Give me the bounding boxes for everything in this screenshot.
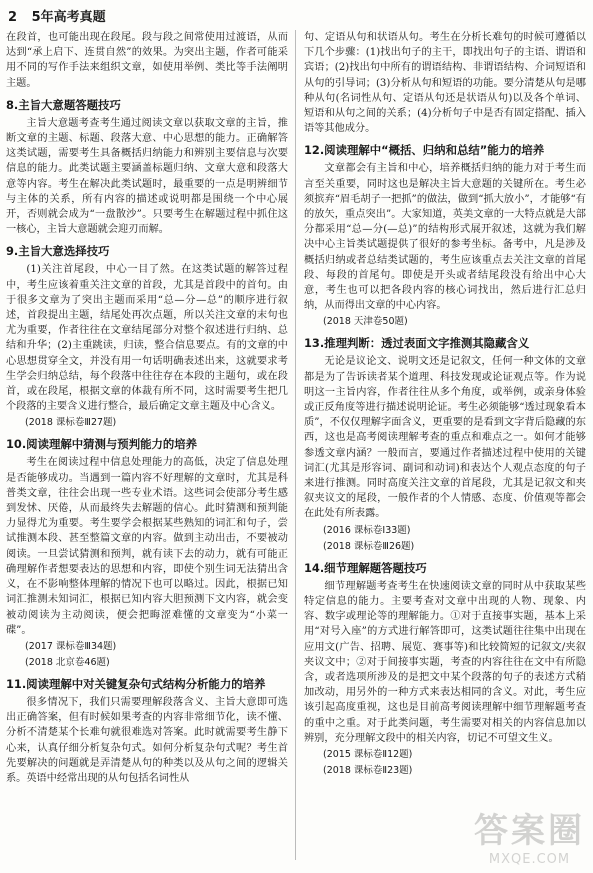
page-header (8, 6, 106, 25)
column-divider (295, 30, 296, 860)
section-heading: 13.推理判断：透过表面文字推测其隐藏含义 (304, 336, 530, 351)
section-heading: 10.阅读理解中猜测与预判能力的培养 (6, 437, 198, 452)
watermark-url: MXQE.COM (488, 852, 571, 867)
source-citation: (2018 北京卷46题) (25, 656, 110, 668)
source-citation: (2018 课标卷Ⅲ26题) (323, 540, 415, 552)
source-citation: (2017 课标卷Ⅲ34题) (25, 640, 117, 652)
body-paragraph: (1)关注首尾段，中心一目了然。在这类试题的解答过程中，考生应该着重关注文章的首段，尤其是首段中的首句。由于很多文章为了突出主题而采用“总—分—总”的顺序进行叙述，首段提出主题，结尾处再次点题，所以关注文章的末句也尤为重要，作者往往在文章结尾部分对整个叙述进行归纳、总结和升华；(2)主重跳读，归读，整合信息要点。有的文章的中心思想贯穿全文，并没有用一句话明确表述出来，这就要求考生学会归纳总结，每个段落中往往存在本段的主题句，或在段首，或在段尾，根据文章的体裁有所不同，这时需要考生把几个段落的主要含义进行整合，最后确定文章主题及中心含义。 (6, 264, 288, 413)
source-citation: (2018 课标卷Ⅲ27题) (25, 417, 117, 429)
book-title: 5年高考真题 (31, 10, 106, 25)
left-column (6, 30, 288, 786)
body-paragraph: 在段首，也可能出现在段尾。段与段之间常使用过渡语，从而达到“承上启下、连贯自然”的效果。为突出主题，作者可能采用不同的写作手法来组织文章，如使用举例、类比等手法阐明主题。 (6, 32, 288, 89)
body-paragraph: 主旨大意题考查考生通过阅读文章以获取文章的主旨，推断文章的主题、标题、段落大意、中心思想的能力。正确解答这类试题，需要考生具备概括归纳能力和辨别主要信息与次要信息的能力。此类试题主要涵盖标题归纳、文章大意和段落大意等内容。考生在解决此类试题时，最重要的一点是明辨细节与主体的关系，所有内容的描述或说明都是围绕一个中心展开，否则就会成为“一盘散沙”。只要考生在解题过程中抓住这一核心，主旨大意题就会迎刃而解。 (6, 117, 288, 236)
right-column (304, 30, 586, 778)
source-citation: (2016 课标卷Ⅰ33题) (323, 524, 411, 536)
source-citation: (2018 课标卷Ⅱ23题) (323, 764, 413, 776)
body-paragraph: 细节理解题考查考生在快速阅读文章的同时从中获取某些特定信息的能力。主要考查对文章中出现的人物、现象、内容、数字或理论等的理解能力。①对于直接事实题，基本上采用“对号入座”的方式进行解答即可，这类试题往往集中出现在应用文(广告、招聘、展览、赛事等)和比较简短的记叙文/夹叙夹议文中；②对于间接事实题，考查的内容往往在文中有所隐含，或者选项所涉及的是把文中某个段落的句子的表述方式稍加改动，用另外的一种方式来表达相同的含义。对此，考生应该引起高度重视，这也是目前高考阅读理解中细节理解题考查的重中之重。对于此类问题，考生需要对相关的内容信息加以辨别，充分理解文段中的相关内容，切记不可望文生义。 (304, 580, 586, 744)
body-paragraph: 句、定语从句和状语从句。考生在分析长难句的时候可遵循以下几个步骤：(1)找出句子的主干，即找出句子的主语、谓语和宾语；(2)找出句中所有的谓语结构、非谓语结构、介词短语和从句的引导词；(3)分析从句和短语的功能。要分清楚从句是哪种从句(名词性从句、定语从句还是状语从句)以及各个单词、短语和从句之间的关系；(4)分析句子中是否有固定搭配、插入语等其他成分。 (304, 32, 586, 135)
section-heading: 8.主旨大意题答题技巧 (6, 97, 121, 112)
body-paragraph: 很多情况下，我们只需要理解段落含义、主旨大意即可选出正确答案，但有时候如果考查的内容非常细节化，读不懂、分析不清楚某个长难句就很难选对答案。此时就需要考生静下心来，认真仔细分析复杂句式。如何分析复杂句式呢？考生首先要解决的问题就是弄清楚从句的种类以及从句之间的逻辑关系。英语中经常出现的从句包括名词性从 (6, 696, 288, 784)
body-paragraph: 考生在阅读过程中信息处理能力的高低，决定了信息处理是否能够成功。当遇到一篇内容不好理解的文章时，尤其是科普类文章，往往会出现一些专业术语。这些词会使部分考生感到发怵、厌倦，从而最终失去解题的信心。此时猜测和预判能力显得尤为重要。考生要学会根据某些熟知的词汇和句子，尝试推测本段、甚至整篇文章的内容。做到主动出击，不要被动阅读。一旦尝试猜测和预判，就有读下去的动力，就有可能正确理解作者想要表达的思想和内容，即使个别生词无法猜出含义，在不影响整体理解的情况下也可以略过。因此，根据已知词汇推测未知词汇，根据已知内容大胆预测下文内容，就会变被动阅读为主动阅读，便会把晦涩难懂的文章变为“小菜一碟”。 (6, 457, 288, 636)
watermark-logo (474, 803, 585, 867)
body-paragraph: 无论是议论文、说明文还是记叙文，任何一种文体的文章都是为了告诉读者某个道理、科技发现或论证观点等。作为说明这一主旨内容，作者往往从多个角度，或举例，或亲身体验或正反角度等进行描述说明论证。考生必须能够“透过现象看本质”，不仅仅理解字面含义，更重要的是看到文字背后隐藏的东西，这也是高考阅读理解考查的重点和难点之一。如何才能够参透文章内涵？一般而言，要通过作者描述过程中使用的关键词汇(尤其是形容词、副词和动词)和表达个人观点态度的句子来进行推测。同时高度关注文章的首尾段，尤其是记叙文和夹叙夹议文的尾段，一般作者的个人情感、态度、价值观等都会在此处有所表露。 (304, 356, 586, 520)
source-citation: (2018 天津卷50题) (323, 316, 408, 328)
body-paragraph: 文章都会有主旨和中心，培养概括归纳的能力对于考生而言至关重要，同时这也是解决主旨大意题的关键所在。考生必须摈弃“眉毛胡子一把抓”的做法，做到“抓大放小”，才能够“有的放矢，重点突出”。大家知道，英美文章的一大特点就是大部分都采用“总—分(—总)”的结构形式展开叙述，这就为我们解决中心主旨类试题提供了很好的参考坐标。备考中，凡是涉及概括归纳或者总结类试题的，考生应该重点去关注文章的首尾段、每段的首尾句。即使是开头或者结尾段没有给出中心大意，考生也可以把各段内容的核心词找出，然后进行汇总归纳，从而得出文章的中心内容。 (304, 163, 586, 312)
page-number: 2 (8, 10, 18, 25)
watermark-text: 答案圈 (474, 811, 585, 851)
section-heading: 11.阅读理解中对关键复杂句式结构分析能力的培养 (6, 676, 266, 691)
section-heading: 14.细节理解题答题技巧 (304, 560, 427, 575)
section-heading: 12.阅读理解中“概括、归纳和总结”能力的培养 (304, 143, 545, 158)
source-citation: (2015 课标卷Ⅱ12题) (323, 748, 413, 760)
section-heading: 9.主旨大意选择技巧 (6, 244, 110, 259)
